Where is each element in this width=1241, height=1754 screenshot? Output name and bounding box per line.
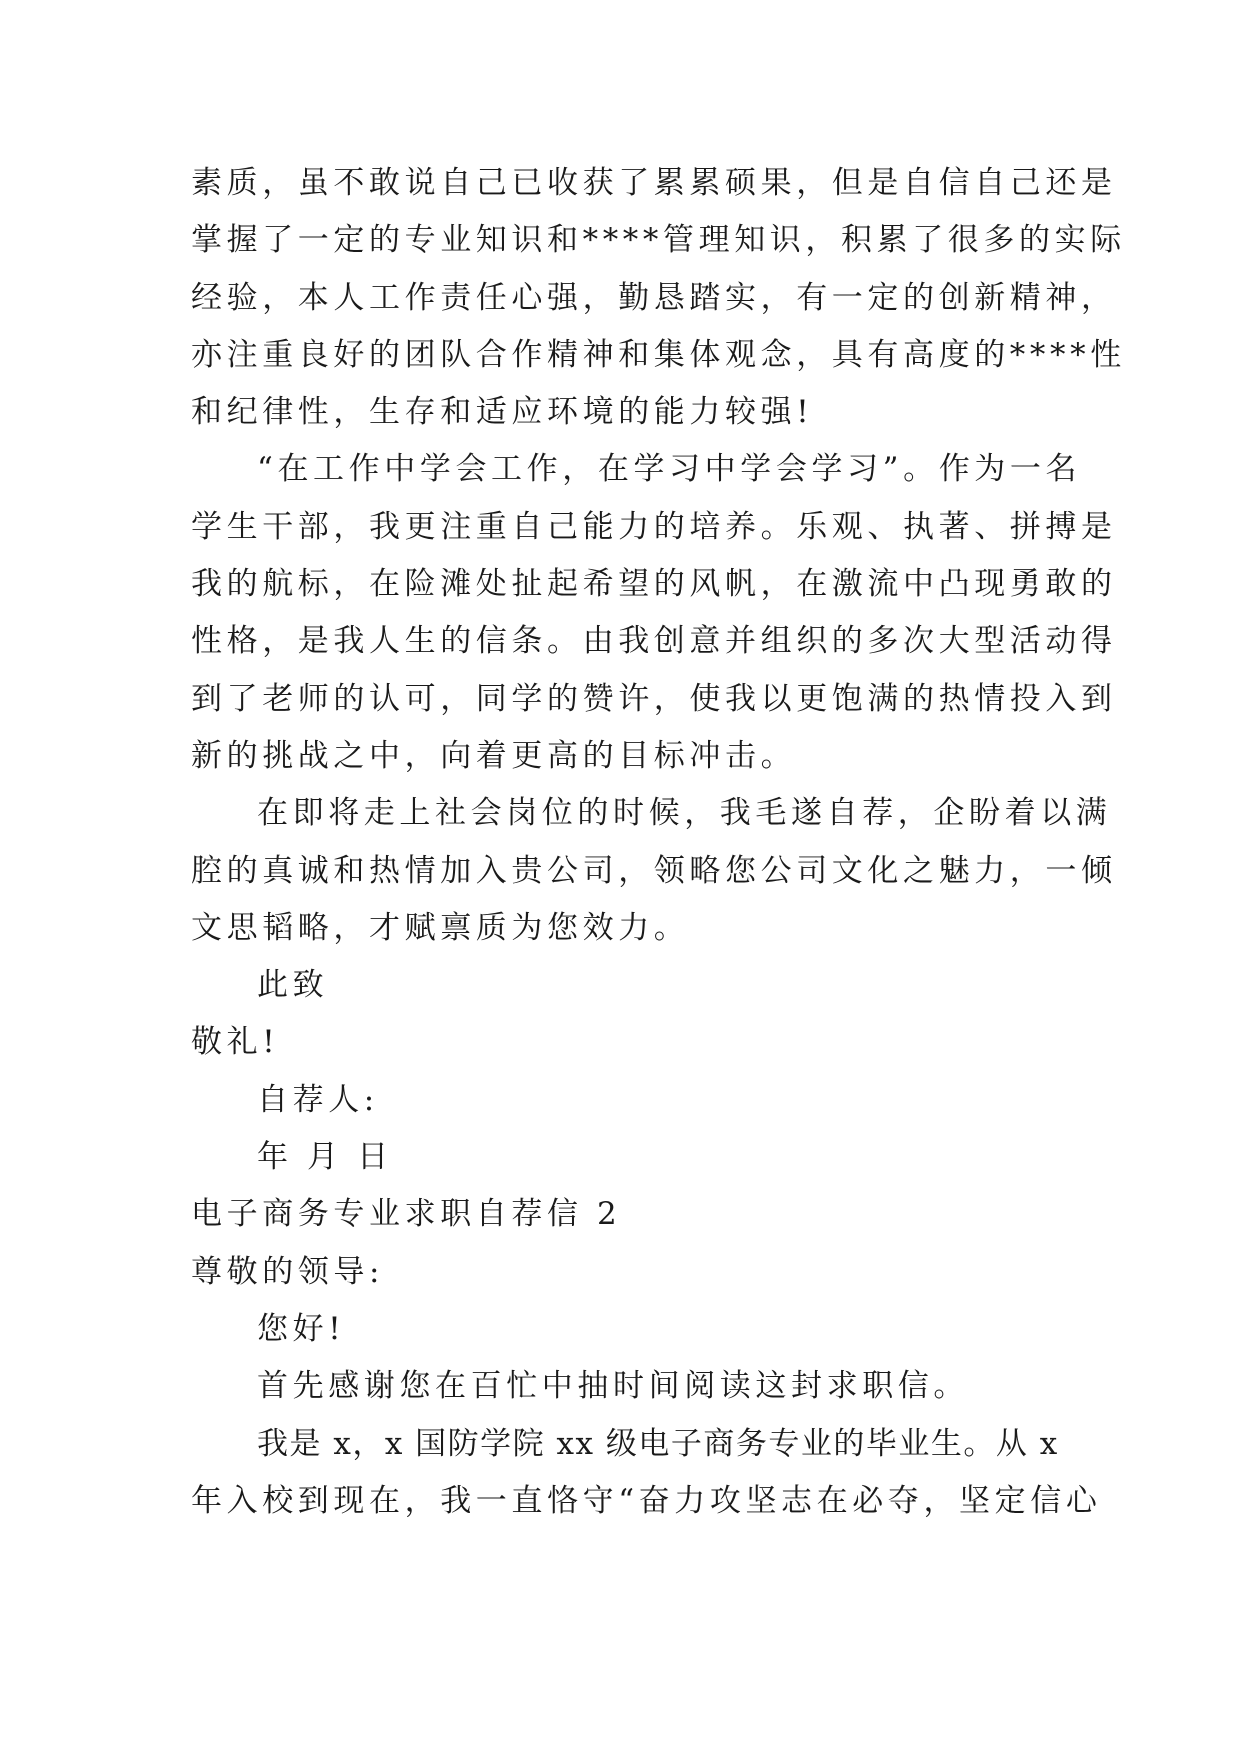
paragraph-start-line: 我是 x，x 国防学院 xx 级电子商务专业的毕业生。从 x xyxy=(257,1425,1059,1462)
greeting: 您好! xyxy=(257,1310,346,1347)
text-line: 年入校到现在，我一直恪守“奋力攻坚志在必夺，坚定信心 xyxy=(191,1482,1102,1519)
letter-body xyxy=(191,155,1126,1530)
greeting-recipient: 尊敬的领导: xyxy=(191,1253,385,1290)
closing-salutation: 此致 xyxy=(257,967,329,1004)
text-line: 和纪律性，生存和适应环境的能力较强! xyxy=(191,394,814,431)
paragraph-start-line: 在即将走上社会岗位的时候，我毛遂自荐，企盼着以满 xyxy=(257,795,1112,832)
paragraph-start-line: “在工作中学会工作，在学习中学会学习”。作为一名 xyxy=(257,451,1082,488)
text-line: 性格，是我人生的信条。由我创意并组织的多次大型活动得 xyxy=(191,623,1117,660)
text-line: 学生干部，我更注重自己能力的培养。乐观、执著、拼搏是 xyxy=(191,508,1117,545)
text-line: 亦注重良好的团队合作精神和集体观念，具有高度的****性 xyxy=(191,336,1126,373)
text-line: 素质，虽不敢说自己已收获了累累硕果，但是自信自己还是 xyxy=(191,165,1117,201)
text-line: 我的航标，在险滩处扯起希望的风帆，在激流中凸现勇敢的 xyxy=(191,566,1117,603)
paragraph-start-line: 首先感谢您在百忙中抽时间阅读这封求职信。 xyxy=(257,1368,969,1405)
closing-regards: 敬礼! xyxy=(191,1024,280,1061)
signature-label: 自荐人: xyxy=(257,1081,379,1118)
text-line: 掌握了一定的专业知识和****管理知识，积累了很多的实际 xyxy=(191,222,1126,259)
text-line: 文思韬略，才赋禀质为您效力。 xyxy=(191,909,690,946)
text-line: 到了老师的认可，同学的赞许，使我以更饱满的热情投入到 xyxy=(191,680,1117,717)
date-line: 年 月 日 xyxy=(257,1139,393,1176)
section-title: 电子商务专业求职自荐信 2 xyxy=(191,1196,622,1233)
text-line: 经验，本人工作责任心强，勤恳踏实，有一定的创新精神， xyxy=(191,279,1117,316)
text-line: 新的挑战之中，向着更高的目标冲击。 xyxy=(191,737,797,774)
text-line: 腔的真诚和热情加入贵公司，领略您公司文化之魅力，一倾 xyxy=(191,852,1117,889)
